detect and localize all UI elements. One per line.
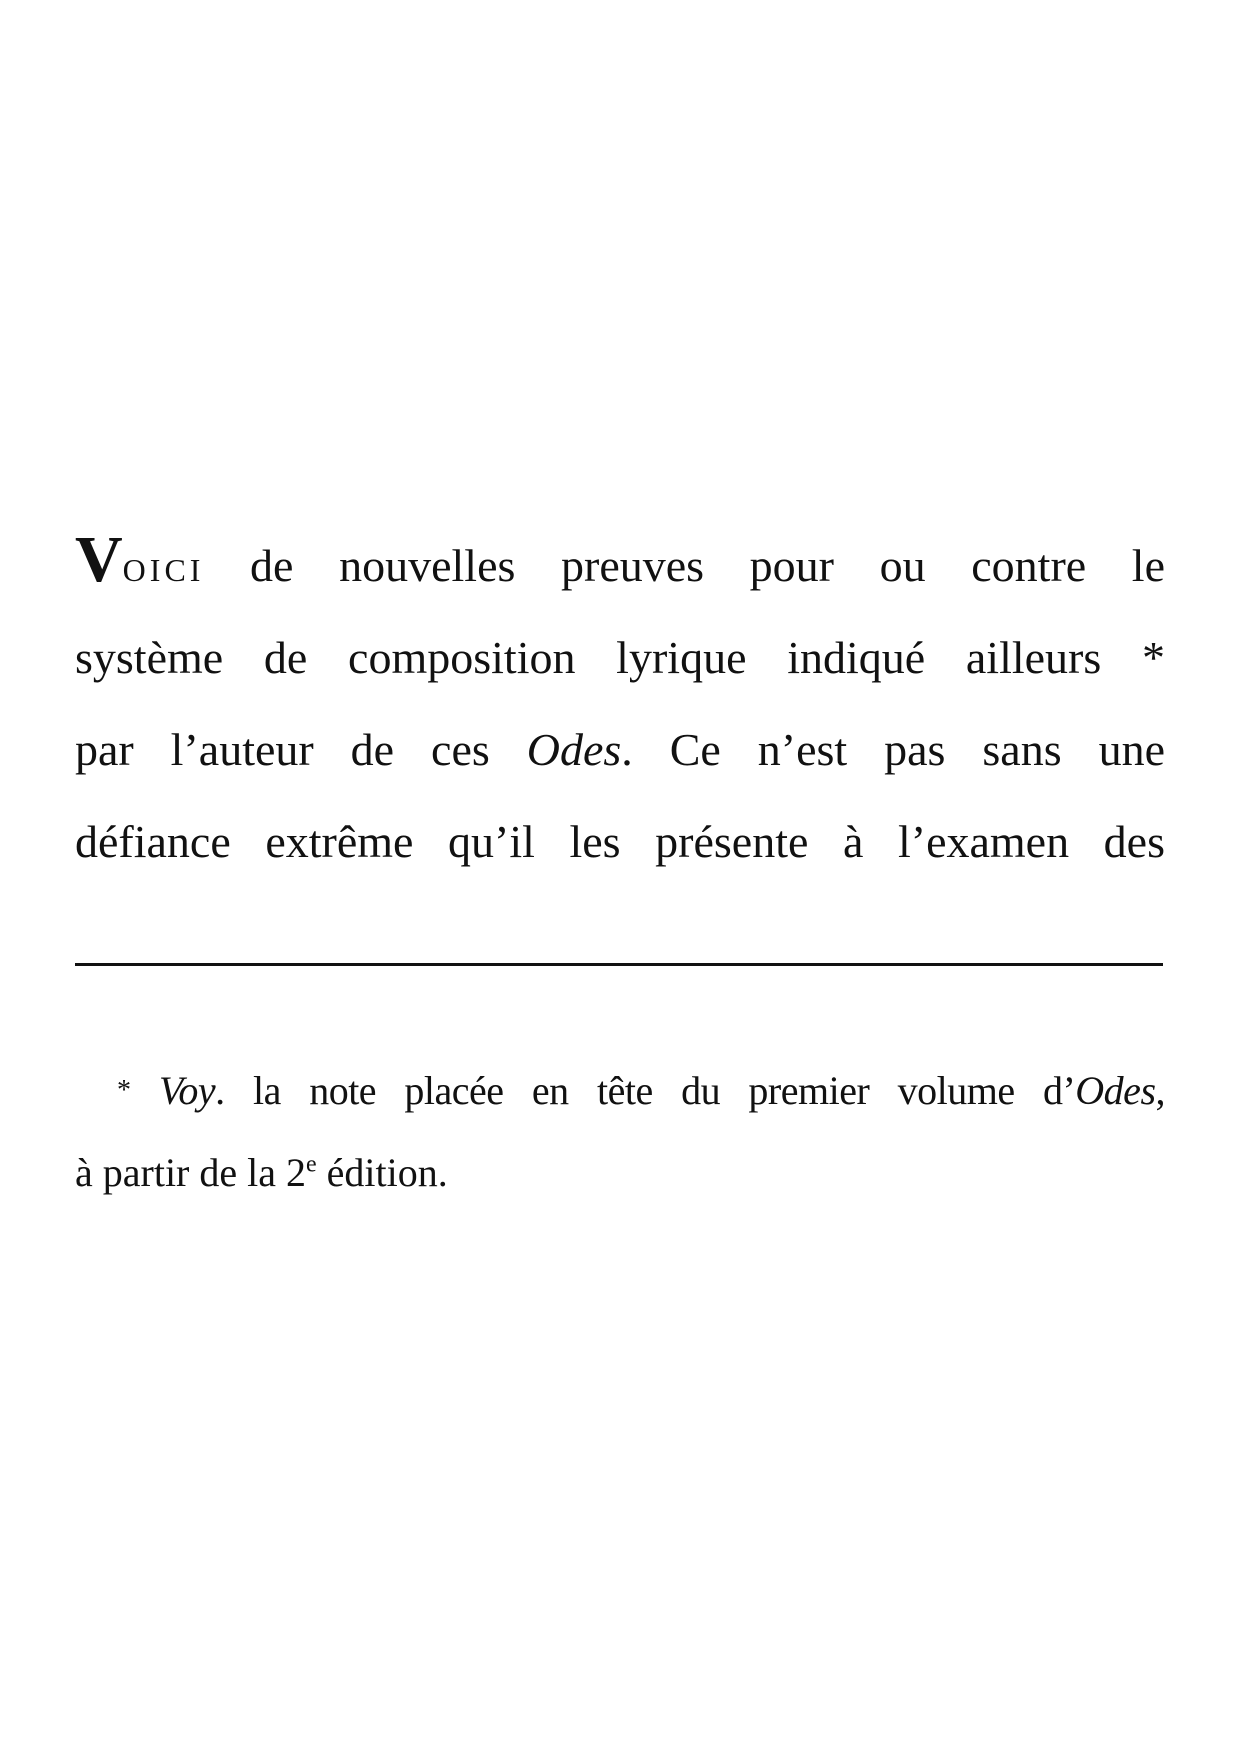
footnote-text-2-pre: à partir de la 2 <box>75 1150 306 1195</box>
body-line-2-text: système de composition lyrique indiqué ailleurs <box>75 632 1102 683</box>
body-line-1 <box>75 520 1165 612</box>
footnote-text-2-post: édition. <box>316 1150 448 1195</box>
footnote-text-1: . la note placée en tête du premier volume d’ <box>215 1068 1076 1113</box>
body-line-4-text: défiance extrême qu’il les présente à l’examen des <box>75 816 1165 867</box>
footnote-reference-mark: * <box>1142 632 1165 683</box>
body-line-3-post: . Ce n’est pas sans une <box>621 724 1165 775</box>
footnote-superscript-e: e <box>306 1151 317 1178</box>
footnote-comma: , <box>1155 1068 1166 1113</box>
footnote <box>75 1050 1165 1214</box>
first-word-smallcaps: oici <box>122 540 205 591</box>
footnote-line-1 <box>75 1050 1165 1132</box>
footnote-separator-rule <box>75 963 1163 966</box>
body-line-2 <box>75 612 1165 704</box>
body-line-4 <box>75 796 1165 888</box>
drop-cap: V <box>75 523 123 596</box>
footnote-line-2 <box>75 1132 1165 1214</box>
body-line-3-pre: par l’auteur de ces <box>75 724 527 775</box>
odes-title-italic: Odes <box>526 724 622 775</box>
body-paragraph <box>75 520 1165 888</box>
footnote-odes-italic: Odes <box>1075 1068 1156 1113</box>
footnote-mark: * <box>117 1075 131 1106</box>
body-line-3 <box>75 704 1165 796</box>
body-line-1-text: de nouvelles preuves pour ou contre le <box>204 540 1165 591</box>
footnote-voy-italic: Voy <box>158 1068 216 1113</box>
